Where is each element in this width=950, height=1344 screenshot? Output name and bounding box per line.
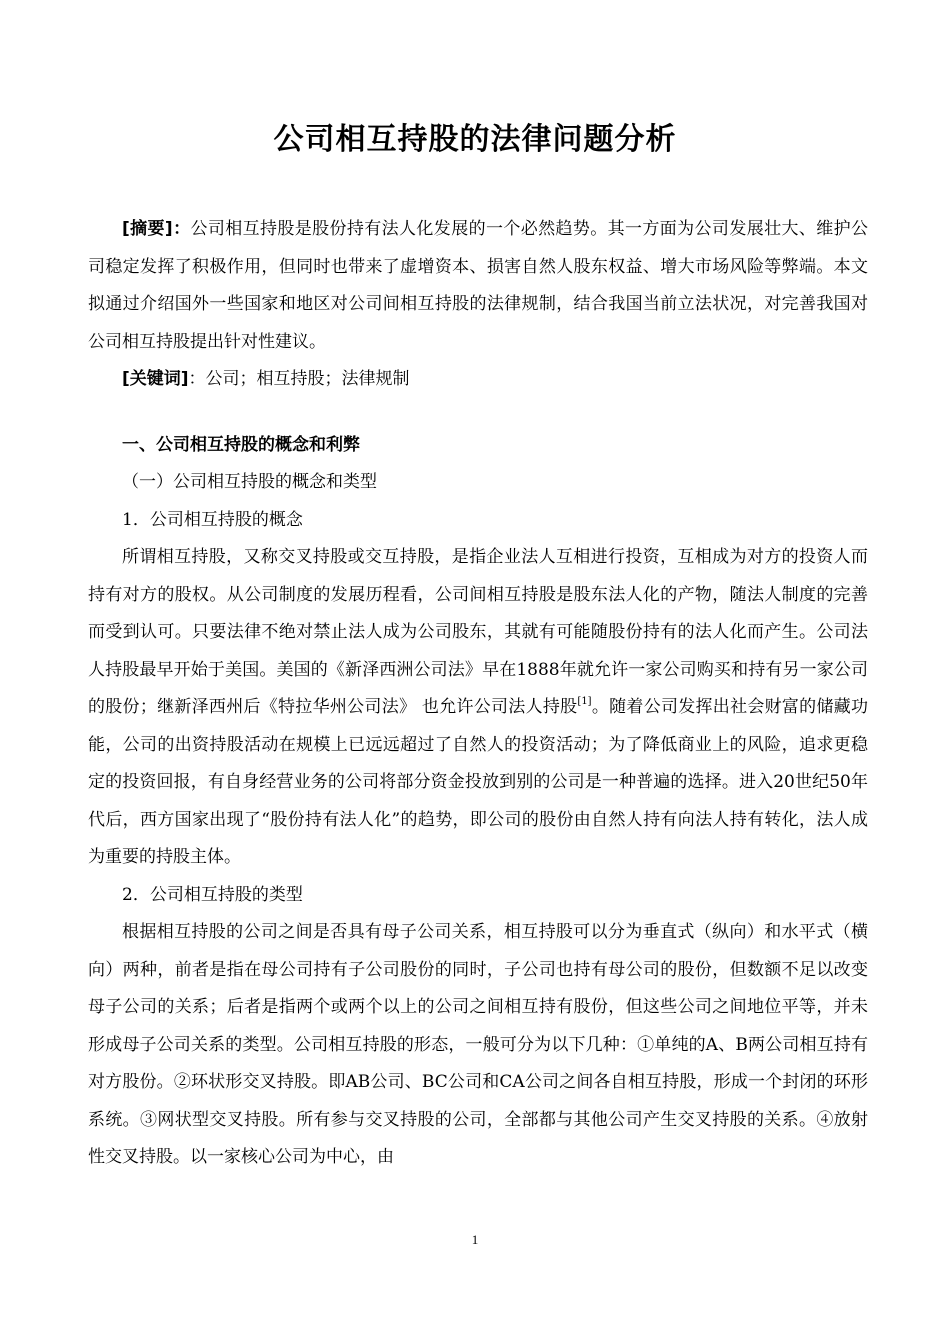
section-heading: 一、公司相互持股的概念和利弊 [122,434,360,455]
abstract-text: 公司相互持股是股份持有法人化发展的一个必然趋势。其一方面为公司发展壮大、维护公司稳定发挥了积极作用，但同时也带来了虚增资本、损害自然人股东权益、增大市场风险等弊端。本文拟通过介绍国外一些国家和地区对公司间相互持股的法律规制，结合我国当前立法状况，对完善我国对公司相互持股提出针对性建议。 [88,219,868,352]
abstract-label: [摘要] [122,219,173,239]
concept-paragraph [88,539,868,877]
keywords-text: ：公司；相互持股；法律规制 [188,369,410,389]
item-heading-types: 2．公司相互持股的类型 [122,884,303,905]
document-title: 公司相互持股的法律问题分析 [273,122,677,157]
keywords-paragraph [88,361,868,399]
footnote-reference[interactable]: [1] [577,696,592,707]
abstract-separator: ： [172,219,191,239]
document-body [88,211,868,1177]
types-paragraph: 根据相互持股的公司之间是否具有母子公司关系，相互持股可以分为垂直式（纵向）和水平式（横向）两种，前者是指在母公司持有子公司股份的同时，子公司也持有母公司的股份，但数额不足以改变母子公司的关系；后者是指两个或两个以上的公司之间相互持有股份，但这些公司之间地位平等，并未形成母子公司关系的类型。公司相互持股的形态，一般可分为以下几种：①单纯的A、B两公司相互持有对方股份。②环状形交叉持股。即AB公司、BC公司和CA公司之间各自相互持股，形成一个封闭的环形系统。③网状型交叉持股。所有参与交叉持股的公司，全部都与其他公司产生交叉持股的关系。④放射性交叉持股。以一家核心公司为中心，由 [88,922,868,1167]
section-spacer [88,399,868,427]
subsection-heading: （一）公司相互持股的概念和类型 [122,472,377,492]
item-heading-concept: 1．公司相互持股的概念 [122,509,303,530]
concept-text-part2: 。随着公司发挥出社会财富的储藏功能，公司的出资持股活动在规模上已远远超过了自然人的投资活动；为了降低商业上的风险，追求更稳定的投资回报，有自身经营业务的公司将部分资金投放到别的公司是一种普遍的选择。进入20世纪50年代后，西方国家出现了“股份持有法人化”的趋势，即公司的股份由自然人持有向法人持有转化，法人成为重要的持股主体。 [88,697,869,867]
concept-text-part1: 所谓相互持股，又称交叉持股或交互持股，是指企业法人互相进行投资，互相成为对方的投资人而持有对方的股权。从公司制度的发展历程看，公司间相互持股是股东法人化的产物，随法人制度的完善而受到认可。只要法律不绝对禁止法人成为公司股东，其就有可能随股份持有的法人化而产生。公司法人持股最早开始于美国。美国的《新泽西洲公司法》早在1888年就允许一家公司购买和持有另一家公司的股份；继新泽西州后《特拉华州公司法》 也允许公司法人持股 [88,547,868,717]
abstract-paragraph [88,211,868,361]
keywords-label: [关键词] [122,369,189,389]
page-number: 1 [471,1232,479,1247]
